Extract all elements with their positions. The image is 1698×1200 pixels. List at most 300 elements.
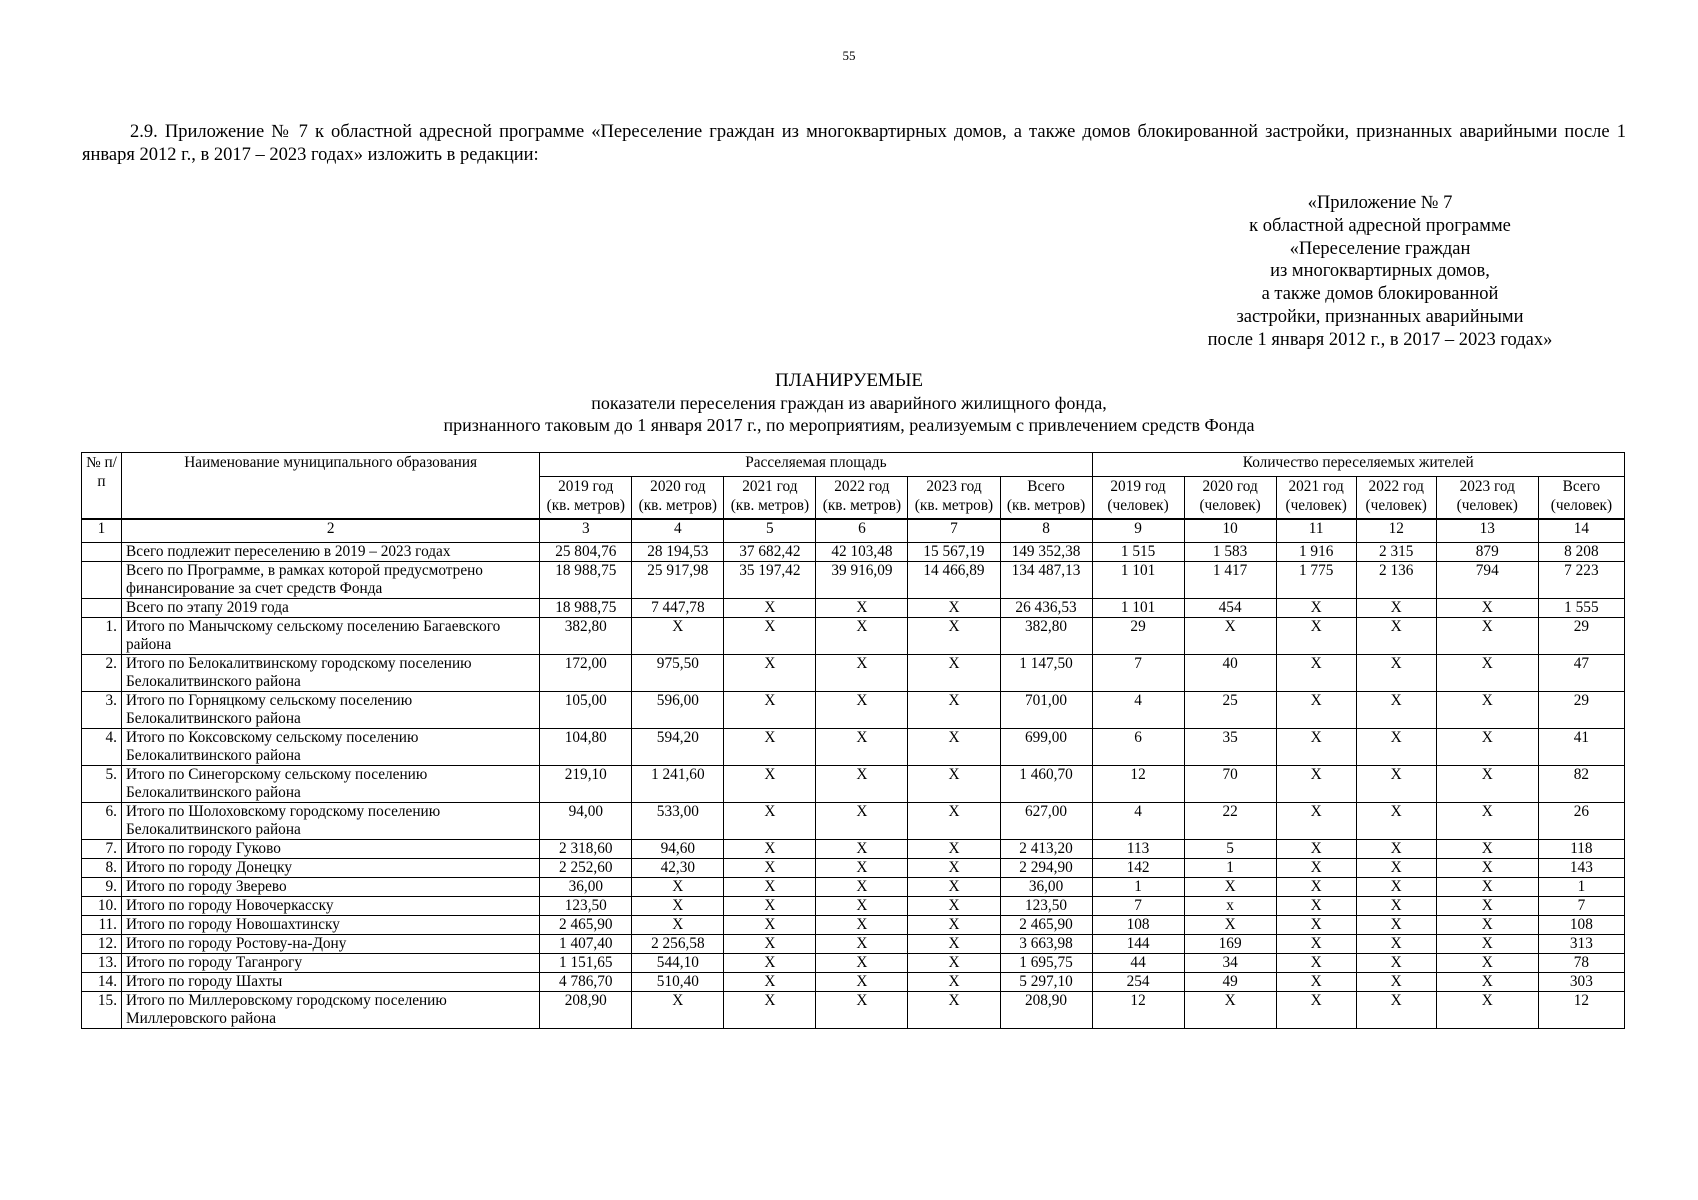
value-cell: 28 194,53 [632, 542, 724, 561]
value-cell: Х [1276, 765, 1356, 802]
value-cell: Х [724, 858, 816, 877]
municipality-name: Итого по городу Ростову-на-Дону [122, 934, 540, 953]
value-cell: Х [724, 953, 816, 972]
value-cell: Х [908, 934, 1000, 953]
value-cell: 879 [1436, 542, 1538, 561]
appendix-line: после 1 января 2012 г., в 2017 – 2023 годах» [1207, 329, 1553, 350]
header-col-unit: (кв. метров) [1006, 497, 1086, 514]
value-cell: 208,90 [540, 991, 632, 1028]
value-cell: 510,40 [632, 972, 724, 991]
municipality-name: Итого по городу Шахты [122, 972, 540, 991]
value-cell: 143 [1538, 858, 1624, 877]
value-cell: 2 465,90 [540, 915, 632, 934]
intro-paragraph: 2.9. Приложение № 7 к областной адресной программе «Переселение граждан из многоквартирных домов, а также домов блокированной застройки, признанных аварийными после 1 января 2012 г., в 2017 – 2023 годах» изложить в редакции: [82, 122, 1626, 165]
value-cell: 2 294,90 [1000, 858, 1092, 877]
value-cell: Х [724, 972, 816, 991]
value-cell: 29 [1538, 691, 1624, 728]
value-cell: 70 [1184, 765, 1276, 802]
value-cell: 1 101 [1092, 598, 1184, 617]
value-cell: Х [908, 691, 1000, 728]
value-cell: 2 318,60 [540, 839, 632, 858]
value-cell: Х [632, 991, 724, 1028]
value-cell: 26 [1538, 802, 1624, 839]
table-row [82, 691, 1625, 728]
table-heading [0, 370, 1698, 436]
row-number: 2. [82, 654, 122, 691]
municipality-name: Всего по Программе, в рамках которой предусмотрено финансирование за счет средств Фонда [122, 561, 540, 598]
value-cell: 2 465,90 [1000, 915, 1092, 934]
value-cell: 123,50 [540, 896, 632, 915]
value-cell: 1 [1184, 858, 1276, 877]
row-number: 4. [82, 728, 122, 765]
value-cell: Х [1436, 617, 1538, 654]
municipality-name: Всего подлежит переселению в 2019 – 2023 годах [122, 542, 540, 561]
row-number: 12. [82, 934, 122, 953]
value-cell: 29 [1092, 617, 1184, 654]
value-cell: Х [1276, 915, 1356, 934]
value-cell: Х [724, 915, 816, 934]
value-cell: Х [816, 896, 908, 915]
value-cell: х [1184, 896, 1276, 915]
value-cell: 113 [1092, 839, 1184, 858]
value-cell: 1 151,65 [540, 953, 632, 972]
header-col-label: 2020 год [650, 478, 706, 495]
table-row [82, 972, 1625, 991]
value-cell: 2 256,58 [632, 934, 724, 953]
value-cell: Х [1184, 617, 1276, 654]
municipality-name: Итого по городу Новошахтинску [122, 915, 540, 934]
header-people-col [1436, 477, 1538, 519]
value-cell: Х [816, 953, 908, 972]
value-cell: Х [1436, 858, 1538, 877]
column-index-cell: 5 [724, 519, 816, 543]
value-cell: Х [908, 877, 1000, 896]
value-cell: 533,00 [632, 802, 724, 839]
value-cell: 25 [1184, 691, 1276, 728]
value-cell: 1 775 [1276, 561, 1356, 598]
value-cell: Х [908, 839, 1000, 858]
value-cell: 47 [1538, 654, 1624, 691]
value-cell: Х [816, 802, 908, 839]
value-cell: Х [1356, 654, 1436, 691]
table-row [82, 991, 1625, 1028]
header-col-unit: (кв. метров) [638, 497, 718, 514]
value-cell: 219,10 [540, 765, 632, 802]
row-number [82, 542, 122, 561]
row-number: 14. [82, 972, 122, 991]
column-index-cell: 6 [816, 519, 908, 543]
table-row [82, 802, 1625, 839]
header-col-unit: (кв. метров) [546, 497, 625, 514]
header-people-col [1356, 477, 1436, 519]
value-cell: Х [1276, 598, 1356, 617]
value-cell: Х [1276, 654, 1356, 691]
value-cell: Х [724, 728, 816, 765]
value-cell: Х [1436, 802, 1538, 839]
column-index-cell: 4 [632, 519, 724, 543]
value-cell: 34 [1184, 953, 1276, 972]
value-cell: Х [908, 953, 1000, 972]
heading-subtitle: показатели переселения граждан из аварийного жилищного фонда, [591, 393, 1107, 413]
header-col-label: 2022 год [1368, 478, 1424, 495]
value-cell: 454 [1184, 598, 1276, 617]
value-cell: 78 [1538, 953, 1624, 972]
value-cell: 794 [1436, 561, 1538, 598]
value-cell: Х [632, 877, 724, 896]
value-cell: 627,00 [1000, 802, 1092, 839]
value-cell: 44 [1092, 953, 1184, 972]
value-cell: 36,00 [1000, 877, 1092, 896]
header-number: № п/п [82, 453, 122, 519]
value-cell: Х [1356, 972, 1436, 991]
value-cell: Х [632, 915, 724, 934]
column-index-cell: 13 [1436, 519, 1538, 543]
value-cell: Х [632, 617, 724, 654]
value-cell: 123,50 [1000, 896, 1092, 915]
value-cell: Х [1436, 598, 1538, 617]
column-index-cell: 14 [1538, 519, 1624, 543]
header-col-unit: (кв. метров) [914, 497, 994, 514]
header-people-group: Количество переселяемых жителей [1092, 453, 1624, 477]
header-area-col [1000, 477, 1092, 519]
value-cell: Х [1356, 991, 1436, 1028]
header-area-col [540, 477, 632, 519]
column-index-cell: 3 [540, 519, 632, 543]
value-cell: 701,00 [1000, 691, 1092, 728]
header-col-label: 2021 год [742, 478, 798, 495]
header-col-unit: (человек) [1199, 497, 1261, 514]
table-row [82, 728, 1625, 765]
value-cell: 1 695,75 [1000, 953, 1092, 972]
heading-title: ПЛАНИРУЕМЫЕ [775, 370, 923, 391]
value-cell: Х [1356, 858, 1436, 877]
value-cell: Х [1436, 654, 1538, 691]
value-cell: Х [724, 896, 816, 915]
value-cell: 144 [1092, 934, 1184, 953]
appendix-line: к областной адресной программе [1249, 215, 1511, 236]
value-cell: 36,00 [540, 877, 632, 896]
header-col-label: 2019 год [1110, 478, 1166, 495]
column-index-cell: 1 [82, 519, 122, 543]
column-index-cell: 10 [1184, 519, 1276, 543]
value-cell: 169 [1184, 934, 1276, 953]
header-area-group: Расселяемая площадь [540, 453, 1092, 477]
value-cell: Х [908, 915, 1000, 934]
row-number: 6. [82, 802, 122, 839]
value-cell: 594,20 [632, 728, 724, 765]
value-cell: 1 [1092, 877, 1184, 896]
page-number: 55 [842, 48, 856, 63]
municipality-name: Итого по городу Донецку [122, 858, 540, 877]
row-number: 15. [82, 991, 122, 1028]
header-col-label: 2023 год [1459, 478, 1515, 495]
value-cell: Х [816, 877, 908, 896]
row-number: 13. [82, 953, 122, 972]
value-cell: 1 417 [1184, 561, 1276, 598]
value-cell: Х [1436, 877, 1538, 896]
value-cell: 29 [1538, 617, 1624, 654]
value-cell: 7 [1092, 654, 1184, 691]
municipality-name: Итого по Синегорскому сельскому поселению Белокалитвинского района [122, 765, 540, 802]
value-cell: Х [1356, 896, 1436, 915]
value-cell: Х [1436, 765, 1538, 802]
value-cell: 4 [1092, 802, 1184, 839]
value-cell: 12 [1092, 991, 1184, 1028]
municipality-name: Итого по Коксовскому сельскому поселению Белокалитвинского района [122, 728, 540, 765]
header-col-unit: (человек) [1107, 497, 1169, 514]
value-cell: Х [1276, 877, 1356, 896]
value-cell: Х [816, 654, 908, 691]
value-cell: 105,00 [540, 691, 632, 728]
header-col-label: Всего [1027, 478, 1065, 495]
value-cell: 35 [1184, 728, 1276, 765]
value-cell: 313 [1538, 934, 1624, 953]
value-cell: 596,00 [632, 691, 724, 728]
value-cell: Х [816, 839, 908, 858]
value-cell: 108 [1538, 915, 1624, 934]
value-cell: Х [724, 598, 816, 617]
appendix-line: застройки, признанных аварийными [1236, 306, 1524, 327]
column-index-cell: 2 [122, 519, 540, 543]
value-cell: Х [816, 691, 908, 728]
value-cell: 2 315 [1356, 542, 1436, 561]
row-number [82, 598, 122, 617]
value-cell: 8 208 [1538, 542, 1624, 561]
value-cell: Х [1276, 934, 1356, 953]
header-col-unit: (кв. метров) [730, 497, 810, 514]
column-index-cell: 9 [1092, 519, 1184, 543]
table-row [82, 598, 1625, 617]
value-cell: 172,00 [540, 654, 632, 691]
value-cell: 3 663,98 [1000, 934, 1092, 953]
appendix-line: «Переселение граждан [1289, 238, 1471, 259]
value-cell: Х [908, 896, 1000, 915]
value-cell: 94,00 [540, 802, 632, 839]
value-cell: 7 223 [1538, 561, 1624, 598]
value-cell: 1 407,40 [540, 934, 632, 953]
value-cell: Х [1356, 765, 1436, 802]
municipality-name: Итого по городу Новочеркасску [122, 896, 540, 915]
value-cell: 18 988,75 [540, 598, 632, 617]
value-cell: Х [724, 617, 816, 654]
value-cell: Х [816, 598, 908, 617]
municipality-name: Всего по этапу 2019 года [122, 598, 540, 617]
header-col-label: 2020 год [1202, 478, 1258, 495]
value-cell: Х [724, 765, 816, 802]
table-row [82, 953, 1625, 972]
header-col-label: Всего [1562, 478, 1601, 495]
header-col-label: 2022 год [834, 478, 890, 495]
value-cell: Х [724, 802, 816, 839]
value-cell: Х [1436, 953, 1538, 972]
table-row [82, 654, 1625, 691]
value-cell: 82 [1538, 765, 1624, 802]
value-cell: Х [908, 728, 1000, 765]
header-people-col [1538, 477, 1624, 519]
row-number: 9. [82, 877, 122, 896]
table-row [82, 896, 1625, 915]
value-cell: 25 804,76 [540, 542, 632, 561]
municipality-name: Итого по Шолоховскому городскому поселению Белокалитвинского района [122, 802, 540, 839]
value-cell: 2 136 [1356, 561, 1436, 598]
row-number: 5. [82, 765, 122, 802]
value-cell: Х [1436, 839, 1538, 858]
value-cell: 18 988,75 [540, 561, 632, 598]
value-cell: 1 583 [1184, 542, 1276, 561]
value-cell: 108 [1092, 915, 1184, 934]
value-cell: Х [1356, 728, 1436, 765]
value-cell: Х [816, 934, 908, 953]
value-cell: 118 [1538, 839, 1624, 858]
value-cell: 1 147,50 [1000, 654, 1092, 691]
column-index-cell: 11 [1276, 519, 1356, 543]
value-cell: Х [1276, 728, 1356, 765]
municipality-name: Итого по городу Таганрогу [122, 953, 540, 972]
value-cell: 12 [1092, 765, 1184, 802]
table-row [82, 934, 1625, 953]
value-cell: 142 [1092, 858, 1184, 877]
value-cell: 4 786,70 [540, 972, 632, 991]
value-cell: Х [724, 839, 816, 858]
value-cell: Х [1184, 991, 1276, 1028]
value-cell: Х [724, 691, 816, 728]
municipality-name: Итого по Манычскому сельскому поселению Багаевского района [122, 617, 540, 654]
value-cell: Х [632, 896, 724, 915]
value-cell: 1 460,70 [1000, 765, 1092, 802]
value-cell: 303 [1538, 972, 1624, 991]
value-cell: 1 916 [1276, 542, 1356, 561]
value-cell: Х [1356, 839, 1436, 858]
value-cell: Х [1276, 691, 1356, 728]
value-cell: Х [1356, 915, 1436, 934]
value-cell: Х [724, 877, 816, 896]
value-cell: Х [1276, 896, 1356, 915]
value-cell: Х [908, 858, 1000, 877]
table-row [82, 839, 1625, 858]
value-cell: 2 252,60 [540, 858, 632, 877]
value-cell: 5 [1184, 839, 1276, 858]
table-row [82, 877, 1625, 896]
value-cell: Х [1436, 972, 1538, 991]
value-cell: 2 413,20 [1000, 839, 1092, 858]
municipality-name: Итого по городу Зверево [122, 877, 540, 896]
value-cell: Х [816, 915, 908, 934]
value-cell: Х [908, 654, 1000, 691]
header-area-col [816, 477, 908, 519]
value-cell: Х [908, 991, 1000, 1028]
value-cell: 40 [1184, 654, 1276, 691]
value-cell: Х [1276, 839, 1356, 858]
table-row [82, 915, 1625, 934]
value-cell: 15 567,19 [908, 542, 1000, 561]
value-cell: 25 917,98 [632, 561, 724, 598]
value-cell: 5 297,10 [1000, 972, 1092, 991]
header-area-col [724, 477, 816, 519]
value-cell: Х [816, 991, 908, 1028]
row-number: 3. [82, 691, 122, 728]
value-cell: 35 197,42 [724, 561, 816, 598]
value-cell: 382,80 [540, 617, 632, 654]
municipality-name: Итого по Белокалитвинскому городскому поселению Белокалитвинского района [122, 654, 540, 691]
header-col-label: 2023 год [926, 478, 982, 495]
table-body [82, 519, 1625, 1029]
value-cell: 104,80 [540, 728, 632, 765]
row-number: 8. [82, 858, 122, 877]
value-cell: 42,30 [632, 858, 724, 877]
value-cell: 14 466,89 [908, 561, 1000, 598]
municipality-name: Итого по Горняцкому сельскому поселению Белокалитвинского района [122, 691, 540, 728]
header-col-unit: (человек) [1285, 497, 1347, 514]
value-cell: Х [1356, 953, 1436, 972]
row-number: 7. [82, 839, 122, 858]
appendix-reference [1160, 192, 1600, 352]
value-cell: Х [1436, 691, 1538, 728]
value-cell: Х [1276, 953, 1356, 972]
row-number: 10. [82, 896, 122, 915]
value-cell: 26 436,53 [1000, 598, 1092, 617]
value-cell: Х [1184, 915, 1276, 934]
header-col-label: 2019 год [558, 478, 614, 495]
table-row [82, 542, 1625, 561]
value-cell: 39 916,09 [816, 561, 908, 598]
row-number [82, 561, 122, 598]
value-cell: Х [908, 972, 1000, 991]
table-row [82, 561, 1625, 598]
value-cell: 544,10 [632, 953, 724, 972]
value-cell: Х [908, 598, 1000, 617]
value-cell: Х [908, 765, 1000, 802]
value-cell: 149 352,38 [1000, 542, 1092, 561]
value-cell: Х [1356, 598, 1436, 617]
value-cell: Х [908, 802, 1000, 839]
value-cell: 42 103,48 [816, 542, 908, 561]
value-cell: 12 [1538, 991, 1624, 1028]
municipality-name: Итого по Миллеровскому городскому поселению Миллеровского района [122, 991, 540, 1028]
header-people-col [1184, 477, 1276, 519]
header-col-unit: (кв. метров) [822, 497, 902, 514]
value-cell: 134 487,13 [1000, 561, 1092, 598]
value-cell: 4 [1092, 691, 1184, 728]
value-cell: 7 [1538, 896, 1624, 915]
row-number: 11. [82, 915, 122, 934]
value-cell: 6 [1092, 728, 1184, 765]
header-people-col [1276, 477, 1356, 519]
value-cell: Х [1276, 617, 1356, 654]
value-cell: Х [724, 654, 816, 691]
column-index-cell: 8 [1000, 519, 1092, 543]
table-row [82, 617, 1625, 654]
table-row [82, 858, 1625, 877]
value-cell: Х [1356, 802, 1436, 839]
value-cell: 382,80 [1000, 617, 1092, 654]
value-cell: Х [908, 617, 1000, 654]
value-cell: Х [816, 728, 908, 765]
value-cell: Х [1436, 728, 1538, 765]
column-index-row [82, 519, 1625, 543]
value-cell: 94,60 [632, 839, 724, 858]
value-cell: Х [1356, 877, 1436, 896]
value-cell: 1 [1538, 877, 1624, 896]
table-row [82, 765, 1625, 802]
header-col-label: 2021 год [1288, 478, 1344, 495]
value-cell: 699,00 [1000, 728, 1092, 765]
resettlement-table [81, 452, 1625, 1029]
value-cell: 1 241,60 [632, 765, 724, 802]
value-cell: Х [816, 972, 908, 991]
table-header [82, 453, 1625, 519]
value-cell: Х [1276, 858, 1356, 877]
value-cell: Х [1356, 617, 1436, 654]
